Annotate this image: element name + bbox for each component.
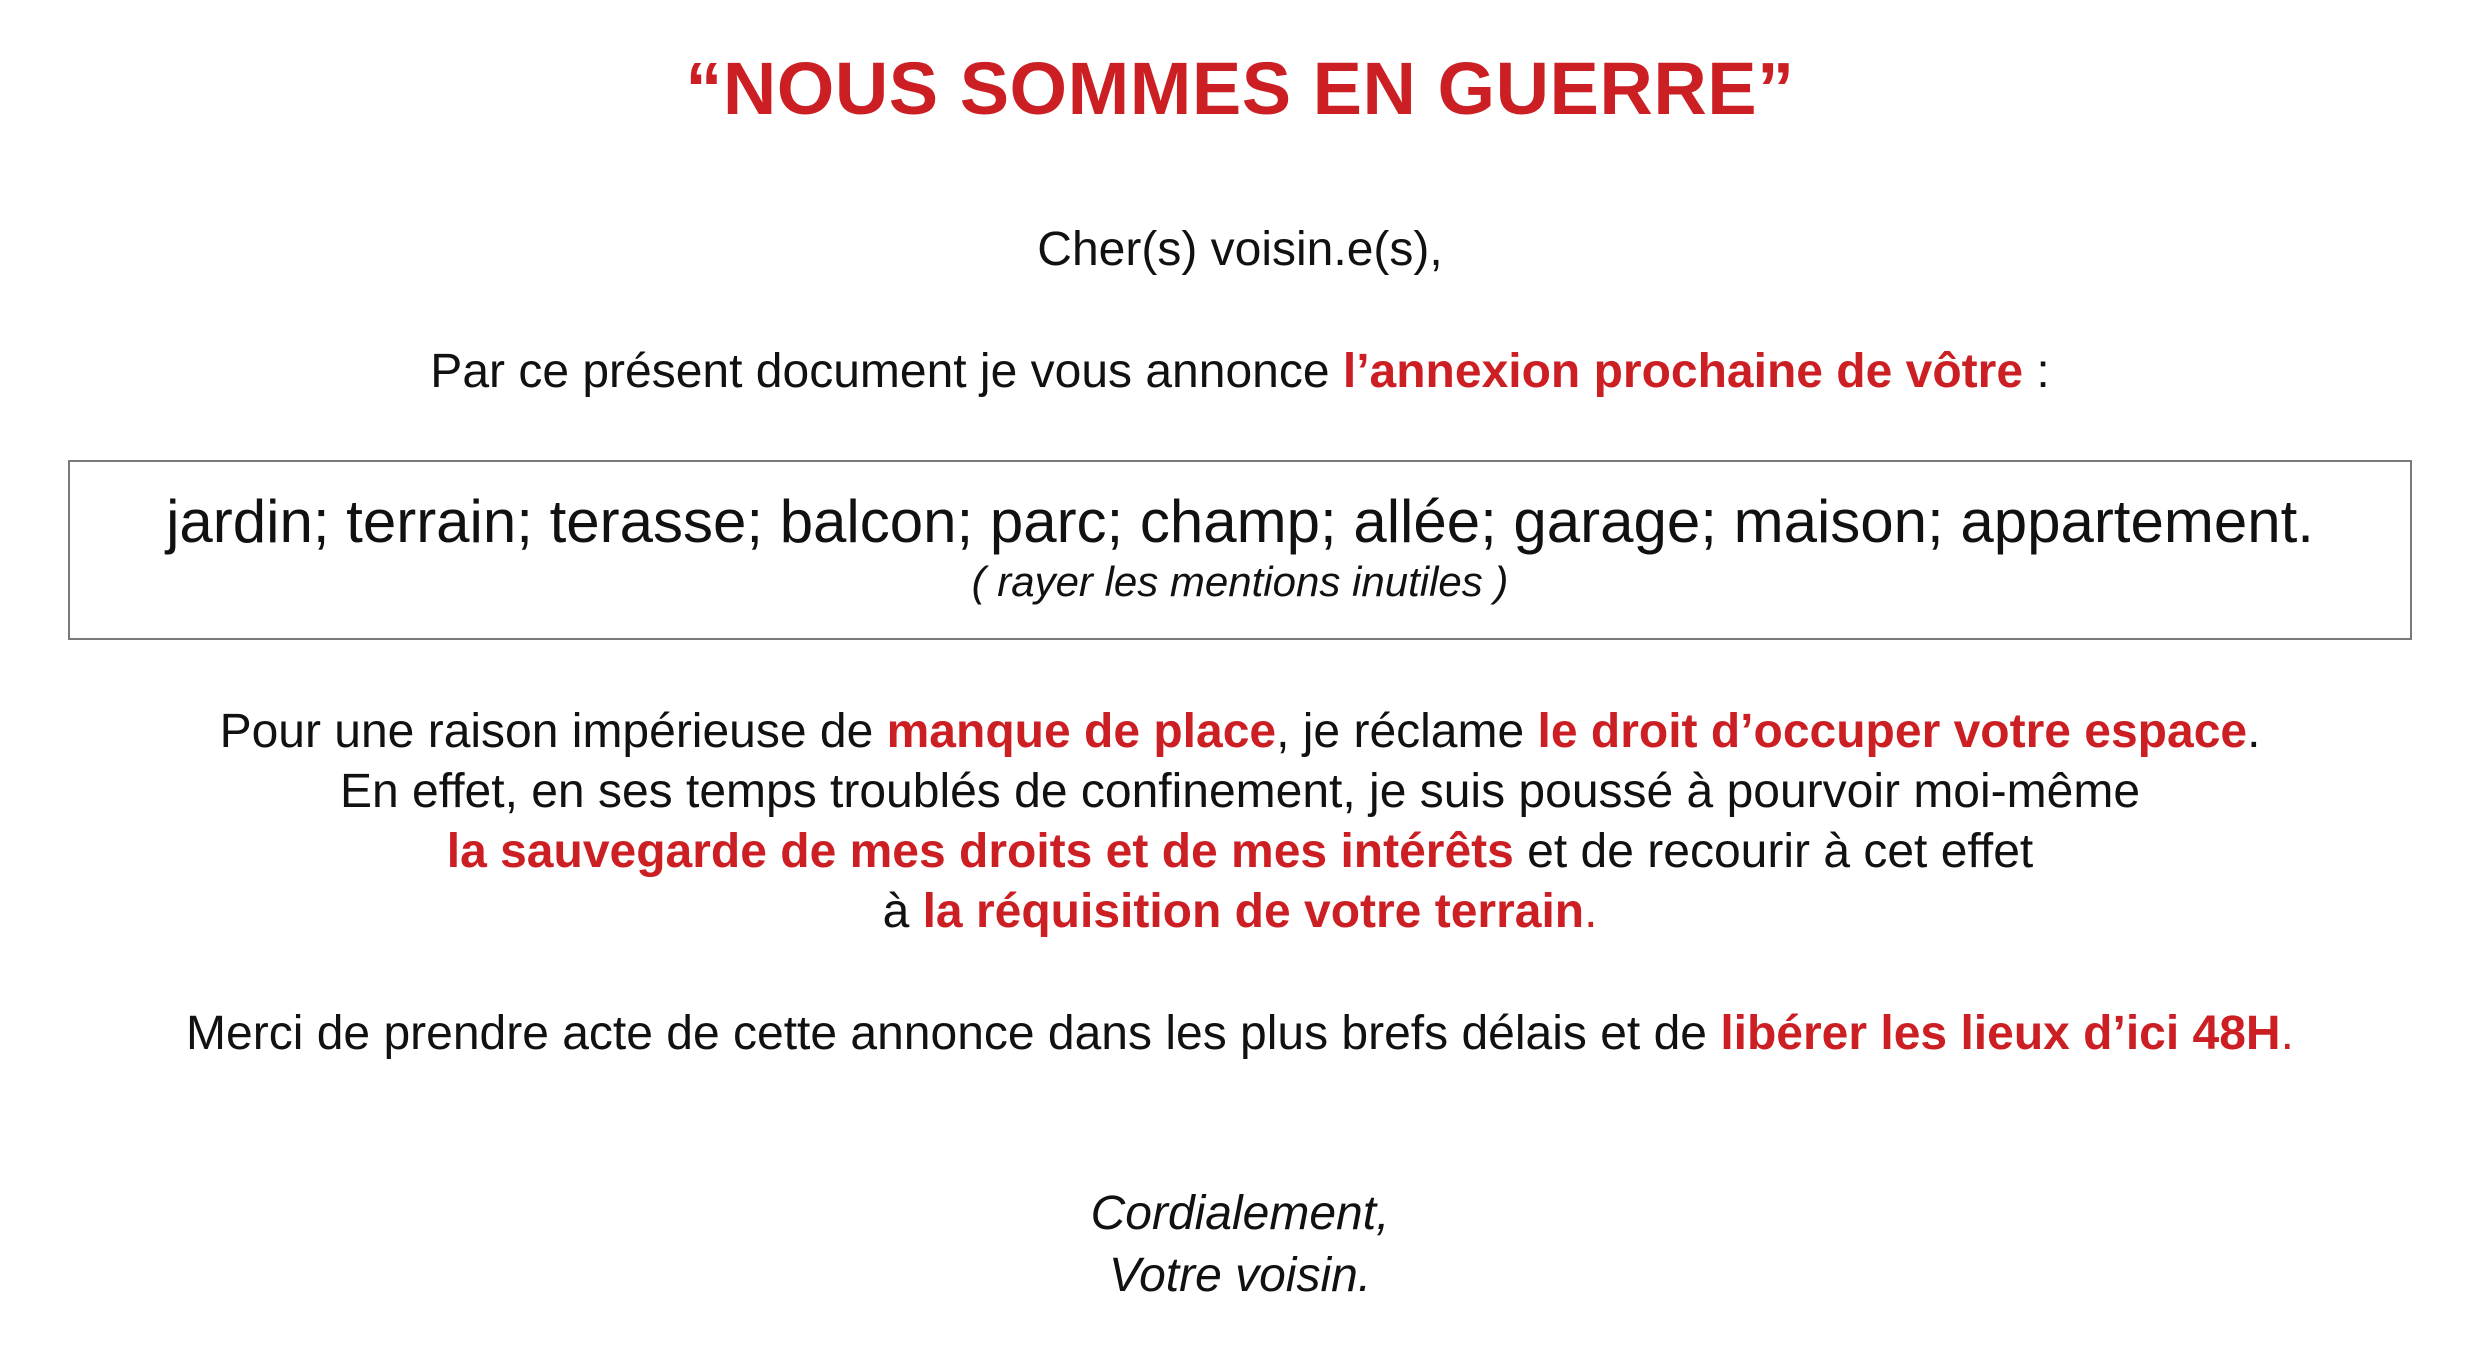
paragraph-highlight: le droit d’occuper votre espace <box>1537 705 2248 758</box>
options-box <box>68 460 2412 640</box>
paragraph-highlight: la réquisition de votre terrain <box>922 885 1585 938</box>
paragraph-text: , je réclame <box>1276 705 1538 758</box>
paragraph-highlight: la sauvegarde de mes droits et de mes intérêts <box>446 825 1514 878</box>
paragraph-highlight: manque de place <box>886 705 1277 758</box>
paragraph-text: Pour une raison impérieuse de <box>219 705 887 758</box>
paragraph-text: et de recourir à cet effet <box>1513 825 2034 878</box>
announcement-text: Par ce présent document je vous annonce <box>430 345 1343 398</box>
paragraph-text: . <box>2247 705 2261 758</box>
greeting: Cher(s) voisin.e(s), <box>1037 223 1443 276</box>
closing-text: Merci de prendre acte de cette annonce dans les plus brefs délais et de <box>186 1007 1721 1060</box>
closing-text: . <box>2280 1007 2294 1060</box>
signature-name: Votre voisin. <box>1108 1249 1372 1302</box>
paragraph-line-3 <box>0 822 2480 882</box>
closing-request <box>0 1004 2480 1064</box>
options-note: ( rayer les mentions inutiles ) <box>971 558 1509 605</box>
paragraph-text: . <box>1584 885 1598 938</box>
letter-title: “NOUS SOMMES EN GUERRE” <box>685 47 1795 130</box>
paragraph-line-4 <box>0 882 2480 942</box>
announcement-line <box>0 342 2480 402</box>
options-list: jardin; terrain; terasse; balcon; parc; champ; allée; garage; maison; appartement. <box>166 488 2314 555</box>
announcement-highlight: l’annexion prochaine de vôtre <box>1342 345 2024 398</box>
announcement-suffix: : <box>2023 345 2050 398</box>
signature-salutation: Cordialement, <box>1090 1187 1390 1240</box>
paragraph-line-2: En effet, en ses temps troublés de confinement, je suis poussé à pourvoir moi-même <box>339 765 2141 818</box>
paragraph-line-1 <box>0 702 2480 762</box>
closing-highlight: libérer les lieux d’ici 48H <box>1720 1007 2281 1060</box>
paragraph-text: à <box>882 885 923 938</box>
